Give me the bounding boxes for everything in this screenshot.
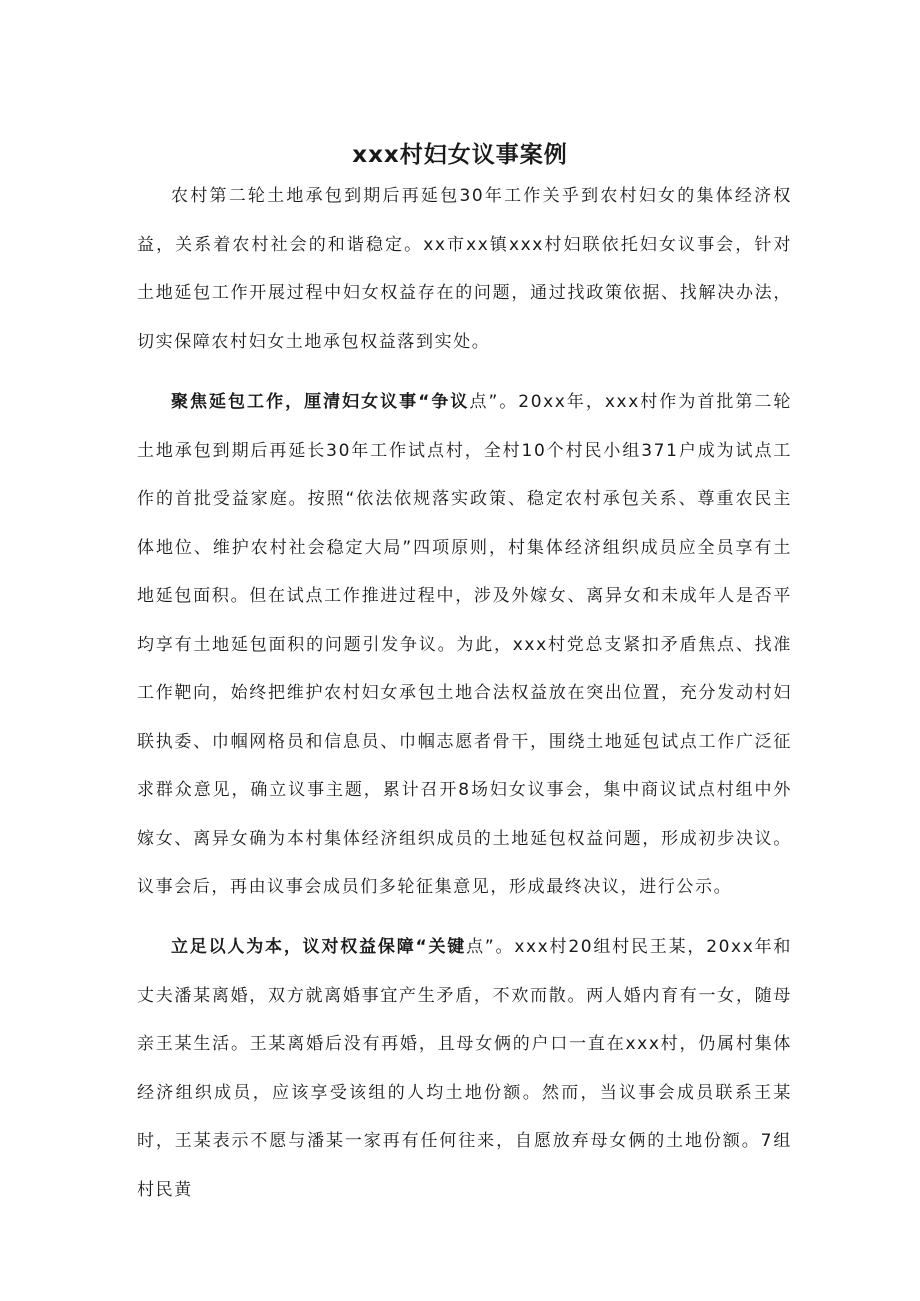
paragraph-people-text: 点”。xxx村20组村民王某，20xx年和丈夫潘某离婚，双方就离婚事宜产生矛盾，不欢而散。两人婚内育有一女，随母亲王某生活。王某离婚后没有再婚，且母女俩的户口一直在xxx村，仍属村集体经济组织成员，应该享受该组的人均土地份额。然而，当议事会成员联系王某时，王某表示不愿与潘某一家再有任何往来，自愿放弃母女俩的土地份额。7组村民黄 (137, 937, 792, 1200)
paragraph-intro (137, 172, 792, 366)
paragraph-focus-text: 点”。20xx年，xxx村作为首批第二轮土地承包到期后再延长30年工作试点村，全村10个村民小组371户成为试点工作的首批受益家庭。按照“依法依规落实政策、稳定农村承包关系、尊重农民主体地位、维护农村社会稳定大局”四项原则，村集体经济组织成员应全员享有土地延包面积。但在试点工作推进过程中，涉及外嫁女、离异女和未成年人是否平均享有土地延包面积的问题引发争议。为此，xxx村党总支紧扣矛盾焦点、找准工作靶向，始终把维护农村妇女承包土地合法权益放在突出位置，充分发动村妇联执委、巾帼网格员和信息员、巾帼志愿者骨干，围绕土地延包试点工作广泛征求群众意见，确立议事主题，累计召开8场妇女议事会，集中商议试点村组中外嫁女、离异女确为本村集体经济组织成员的土地延包权益问题，形成初步决议。议事会后，再由议事会成员们多轮征集意见，形成最终决议，进行公示。 (137, 392, 792, 897)
paragraph-people-oriented (137, 923, 792, 1214)
paragraph-intro-text: 农村第二轮土地承包到期后再延包30年工作关乎到农村妇女的集体经济权益，关系着农村社会的和谐稳定。xx市xx镇xxx村妇联依托妇女议事会，针对土地延包工作开展过程中妇女权益存在的问题，通过找政策依据、找解决办法，切实保障农村妇女土地承包权益落到实处。 (137, 186, 792, 352)
paragraph-heading-people: 立足以人为本，议对权益保障“关键 (171, 937, 467, 957)
page-title: xxx村妇女议事案例 (352, 142, 568, 169)
paragraph-focus-extension (137, 378, 792, 912)
paragraph-heading-focus: 聚焦延包工作，厘清妇女议事“争议 (171, 392, 470, 412)
